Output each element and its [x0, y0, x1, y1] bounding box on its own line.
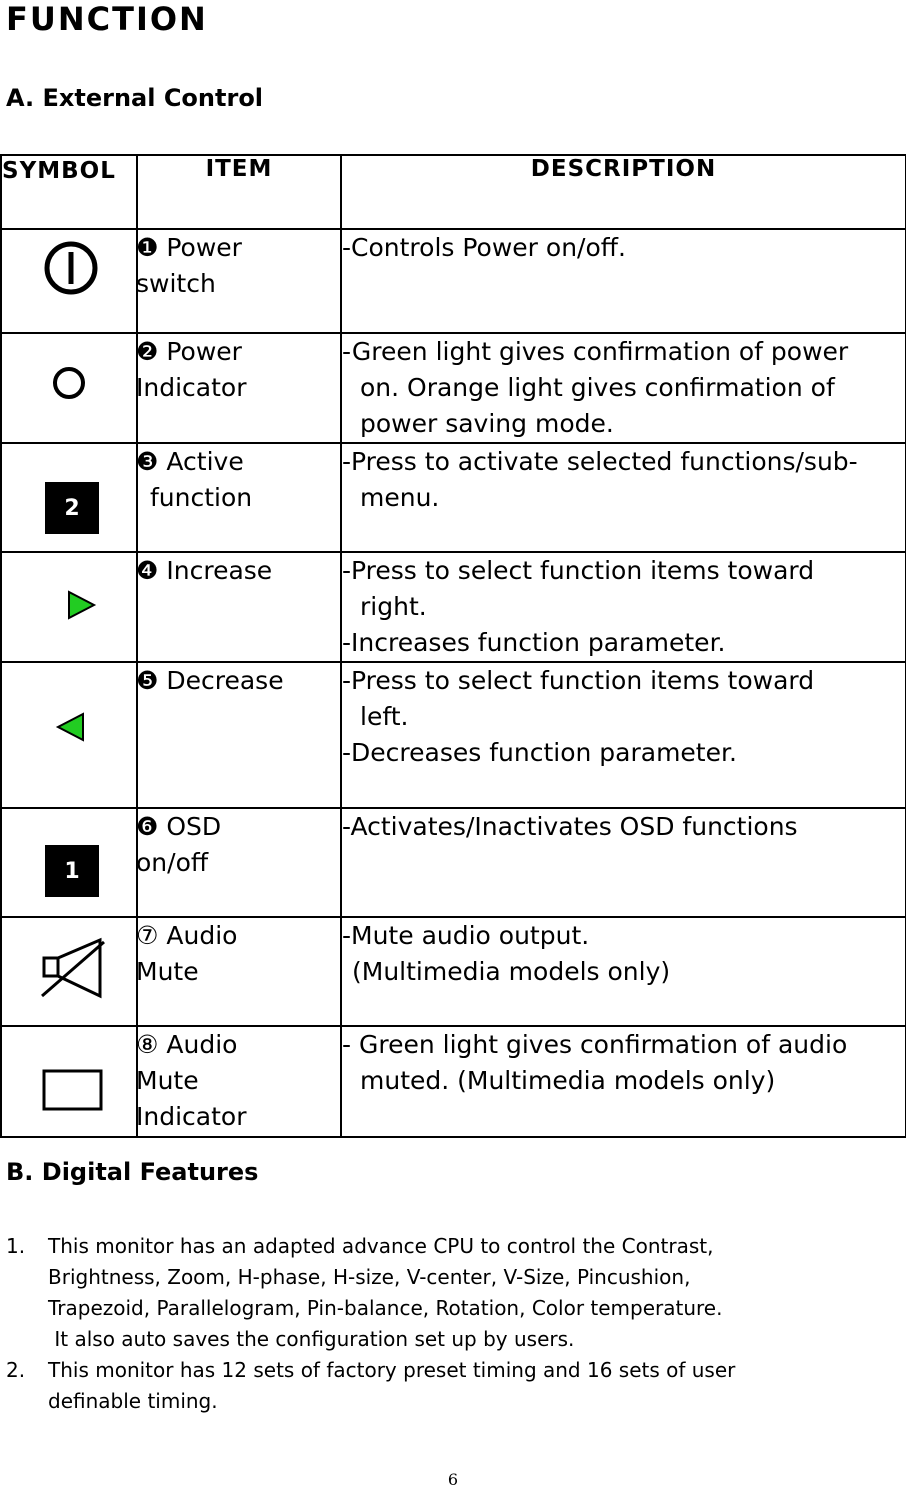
symbol-cell	[1, 333, 137, 443]
table-row	[1, 917, 906, 1026]
item-label: Audio	[166, 921, 238, 950]
item-label: Indicator	[136, 373, 247, 402]
item-number: ❷	[136, 337, 159, 366]
item-label: Mute	[136, 1066, 199, 1095]
table-row	[1, 443, 906, 552]
symbol-cell	[1, 1026, 137, 1137]
increase-arrow-icon	[66, 589, 98, 621]
list-number: 1.	[6, 1234, 26, 1258]
list-line: definable timing.	[48, 1389, 218, 1413]
description-cell	[341, 808, 906, 917]
item-label: OSD	[166, 812, 222, 841]
item-label: Increase	[166, 556, 273, 585]
item-label: Mute	[136, 957, 199, 986]
item-cell	[137, 917, 341, 1026]
description-line: (Multimedia models only)	[352, 957, 671, 986]
item-label: function	[150, 483, 253, 512]
list-line: Trapezoid, Parallelogram, Pin-balance, Rotation, Color temperature.	[48, 1296, 723, 1320]
header-description: DESCRIPTION	[341, 155, 906, 229]
digital-features-list	[6, 1231, 886, 1417]
symbol-cell	[1, 808, 137, 917]
section-b-heading: B. Digital Features	[6, 1158, 259, 1186]
description-line: left.	[360, 702, 409, 731]
item-label: Audio	[166, 1030, 238, 1059]
description-cell	[341, 917, 906, 1026]
item-number: ❹	[136, 556, 159, 585]
table-row	[1, 333, 906, 443]
table-row	[1, 662, 906, 808]
item-label: switch	[136, 269, 216, 298]
power-indicator-icon	[50, 364, 88, 402]
description-line: -Decreases function parameter.	[342, 738, 737, 767]
symbol-cell	[1, 552, 137, 662]
item-cell	[137, 229, 341, 333]
table-row	[1, 808, 906, 917]
audio-mute-indicator-icon	[42, 1069, 104, 1113]
item-label: Decrease	[166, 666, 284, 695]
item-number: ❻	[136, 812, 159, 841]
button-1-icon: 1	[45, 845, 99, 897]
description-cell	[341, 333, 906, 443]
table-header-row	[1, 155, 906, 229]
description-line: muted. (Multimedia models only)	[360, 1066, 776, 1095]
symbol-cell	[1, 229, 137, 333]
button-2-icon: 2	[45, 482, 99, 534]
description-line: power saving mode.	[360, 409, 614, 438]
description-line: -Mute audio output.	[342, 921, 590, 950]
item-cell	[137, 1026, 341, 1137]
list-item	[6, 1231, 886, 1355]
item-label: on/off	[136, 848, 209, 877]
item-cell	[137, 662, 341, 808]
item-label: Active	[166, 447, 244, 476]
power-switch-icon	[42, 238, 100, 298]
description-line: -Controls Power on/off.	[342, 233, 626, 262]
table-row	[1, 1026, 906, 1137]
page-title: FUNCTION	[6, 0, 208, 38]
description-line: menu.	[360, 483, 440, 512]
item-number: ❶	[136, 233, 159, 262]
list-line: This monitor has an adapted advance CPU to control the Contrast,	[48, 1234, 714, 1258]
description-cell	[341, 662, 906, 808]
description-cell	[341, 552, 906, 662]
description-line: on. Orange light gives confirmation of	[360, 373, 835, 402]
description-line: right.	[360, 592, 427, 621]
description-line: - Green light gives confirmation of audio	[342, 1030, 848, 1059]
item-label: Indicator	[136, 1102, 247, 1131]
description-cell	[341, 1026, 906, 1137]
item-label: Power	[166, 233, 242, 262]
decrease-arrow-icon	[54, 711, 86, 743]
description-cell	[341, 443, 906, 552]
item-label: Power	[166, 337, 242, 366]
section-a-heading: A. External Control	[6, 84, 264, 112]
list-line: This monitor has 12 sets of factory preset timing and 16 sets of user	[48, 1358, 736, 1382]
description-line: -Increases function parameter.	[342, 628, 726, 657]
item-number: ⑦	[136, 921, 159, 950]
table-row	[1, 552, 906, 662]
item-cell	[137, 552, 341, 662]
page-number: 6	[447, 1470, 459, 1489]
description-line: -Activates/Inactivates OSD functions	[342, 812, 798, 841]
item-cell	[137, 443, 341, 552]
description-cell	[341, 229, 906, 333]
item-number: ❸	[136, 447, 159, 476]
symbol-cell	[1, 662, 137, 808]
header-item: ITEM	[137, 155, 341, 229]
list-line: Brightness, Zoom, H-phase, H-size, V-center, V-Size, Pincushion,	[48, 1265, 691, 1289]
item-cell	[137, 333, 341, 443]
description-line: -Green light gives confirmation of power	[342, 337, 849, 366]
symbol-cell	[1, 443, 137, 552]
list-item	[6, 1355, 886, 1417]
item-number: ⑧	[136, 1030, 159, 1059]
audio-mute-icon	[40, 936, 106, 1002]
description-line: -Press to select function items toward	[342, 666, 815, 695]
description-line: -Press to activate selected functions/sub-	[342, 447, 858, 476]
table-row	[1, 229, 906, 333]
item-cell	[137, 808, 341, 917]
list-line: It also auto saves the configuration set up by users.	[48, 1327, 575, 1351]
symbol-cell	[1, 917, 137, 1026]
item-number: ❺	[136, 666, 159, 695]
list-number: 2.	[6, 1358, 26, 1382]
description-line: -Press to select function items toward	[342, 556, 815, 585]
external-control-table	[0, 154, 906, 1138]
header-symbol: SYMBOL	[1, 155, 137, 229]
